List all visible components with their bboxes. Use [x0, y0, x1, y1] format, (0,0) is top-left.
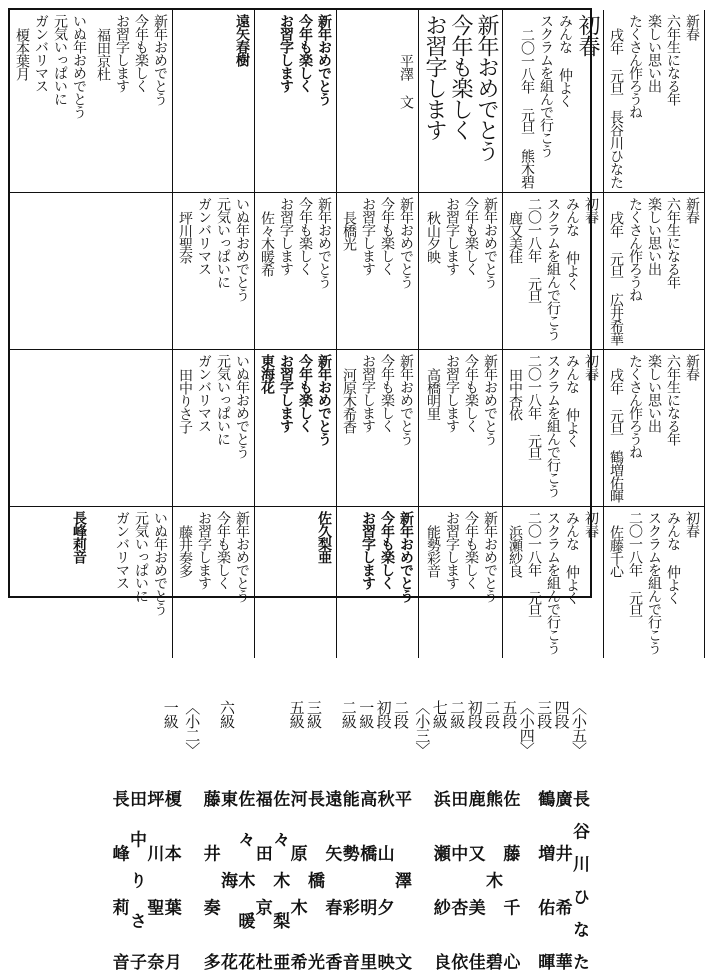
calligraphy-cell — [173, 193, 255, 350]
calligraphy-cell — [604, 507, 705, 658]
key-student-name: 平澤文 — [391, 790, 411, 970]
calligraphy-cell — [10, 350, 91, 507]
key-student-name: 坪川聖奈 — [143, 790, 164, 970]
key-student-name: 河原木希 — [286, 790, 307, 970]
calligraphy-cell — [255, 350, 337, 507]
key-column — [305, 700, 323, 970]
key-column — [518, 700, 536, 970]
calligraphy-cell — [337, 193, 419, 350]
calligraphy-line: 初春 — [583, 354, 599, 380]
calligraphy-cell — [604, 350, 705, 507]
calligraphy-cell — [337, 10, 419, 193]
calligraphy-line: 新年おめでとう — [482, 354, 498, 445]
calligraphy-line: みんな 仲よく — [557, 14, 573, 107]
calligraphy-line: スクラムを組んで行こう — [545, 354, 561, 497]
calligraphy-line: 今年も楽しく — [379, 511, 395, 589]
calligraphy-line: お習字します — [360, 354, 376, 432]
calligraphy-line: たくさん作ろうね — [627, 14, 643, 118]
calligraphy-line: スクラムを組んで行こう — [538, 14, 554, 157]
calligraphy-line: 新年おめでとう — [152, 14, 168, 105]
calligraphy-line: 初春 — [684, 511, 700, 537]
calligraphy-line: 長峰莉音 — [71, 511, 87, 563]
calligraphy-line: 東海花 — [259, 354, 275, 393]
calligraphy-line: 今年も楽しく — [297, 354, 313, 432]
calligraphy-line: 今年も楽しく — [463, 511, 479, 589]
key-grade: 初段 — [374, 700, 393, 728]
calligraphy-line: 今年も楽しく — [297, 14, 313, 92]
calligraphy-line: 楽しい思い出 — [646, 354, 662, 432]
calligraphy-line: 田中杏依 — [507, 368, 523, 420]
key-grade: 〈小四〉 — [517, 700, 536, 756]
key-grade: 五級 — [287, 700, 306, 728]
key-student-name: 熊木碧 — [482, 790, 502, 970]
calligraphy-line: 遠矢春樹 — [234, 14, 250, 66]
key-column — [235, 700, 253, 970]
key-column — [483, 700, 501, 970]
calligraphy-line: ガンバリマス — [196, 354, 212, 432]
calligraphy-line: 今年も楽しく — [297, 197, 313, 275]
key-grade: 〈小二〉 — [183, 700, 202, 756]
calligraphy-line: 戌年 元旦 鶴増佑暉 — [608, 368, 624, 502]
calligraphy-line: 元気いっぱいに — [52, 14, 68, 105]
calligraphy-line: 新年おめでとう — [398, 197, 414, 288]
calligraphy-line: 平澤 文 — [398, 54, 414, 108]
calligraphy-line: 新年おめでとう — [316, 354, 332, 445]
calligraphy-line: 能勢彩音 — [425, 525, 441, 577]
calligraphy-line: 新年おめでとう — [398, 354, 414, 445]
calligraphy-line: スクラムを組んで行こう — [545, 197, 561, 340]
key-student-name: 秋山夕映 — [373, 790, 394, 970]
calligraphy-cell — [255, 10, 337, 193]
key-student-name: 東海花 — [217, 790, 237, 970]
key-student-name: 鶴増佑暉 — [534, 790, 555, 970]
calligraphy-line: みんな 仲よく — [564, 511, 580, 604]
calligraphy-line: 二〇一八年 元旦 — [627, 511, 643, 617]
calligraphy-line: 新年おめでとう — [482, 511, 498, 602]
key-student-name: 佐々木暖花 — [234, 790, 255, 970]
calligraphy-cell — [255, 507, 337, 658]
calligraphy-line: 新春 — [684, 197, 700, 223]
calligraphy-line: 今年も楽しく — [463, 354, 479, 432]
key-column — [413, 700, 431, 970]
calligraphy-line: 榎本葉月 — [14, 28, 30, 80]
calligraphy-line: たくさん作ろうね — [627, 354, 643, 458]
calligraphy-line: 今年も楽しく — [133, 14, 149, 92]
calligraphy-cell — [91, 193, 173, 350]
calligraphy-line: 新年おめでとう — [316, 197, 332, 288]
calligraphy-line: ガンバリマス — [33, 14, 49, 92]
key-grade: 七級 — [430, 700, 449, 728]
key-grade: 〈小五〉 — [570, 700, 588, 756]
key-student-name: 長峰莉音 — [108, 790, 129, 970]
key-column — [127, 700, 145, 970]
calligraphy-line: 今年も楽しく — [215, 511, 231, 589]
calligraphy-cell — [91, 350, 173, 507]
calligraphy-line: 戌年 元旦 長谷川ひなた — [608, 28, 624, 188]
key-column — [553, 700, 571, 970]
calligraphy-cell — [419, 193, 503, 350]
key-column — [322, 700, 340, 970]
calligraphy-line: 初春 — [583, 511, 599, 537]
key-grade: 二級 — [448, 700, 467, 728]
key-grade: 一級 — [357, 700, 376, 728]
key-column — [448, 700, 466, 970]
key-student-name: 遠矢春香 — [321, 790, 342, 970]
calligraphy-line: みんな 仲よく — [564, 197, 580, 290]
key-student-name: 田中りさ子 — [126, 790, 146, 970]
calligraphy-line: 河原木希香 — [341, 368, 357, 433]
results-key — [0, 700, 600, 976]
calligraphy-cell — [503, 350, 604, 507]
calligraphy-line: 元気いっぱいに — [133, 511, 149, 602]
key-grade: 四段 — [552, 700, 571, 728]
calligraphy-line: 楽しい思い出 — [646, 197, 662, 275]
key-grade: 六級 — [218, 700, 236, 728]
calligraphy-line: お習字します — [444, 354, 460, 432]
calligraphy-cell — [10, 10, 91, 193]
calligraphy-line: ガンバリマス — [196, 197, 212, 275]
key-student-name — [518, 790, 536, 970]
calligraphy-line: 新年おめでとう — [316, 14, 332, 105]
calligraphy-line: 秋山夕映 — [425, 211, 441, 263]
key-student-name — [183, 790, 201, 970]
calligraphy-line: 初春 — [575, 14, 600, 56]
key-student-name: 廣井希華 — [551, 790, 572, 970]
key-student-name: 藤井奏多 — [199, 790, 220, 970]
key-column — [466, 700, 484, 970]
key-column — [201, 700, 219, 970]
calligraphy-line: お習字します — [360, 197, 376, 275]
calligraphy-cell — [255, 193, 337, 350]
key-student-name: 佐々木梨亜 — [269, 790, 290, 970]
calligraphy-line: 新年おめでとう — [398, 511, 414, 602]
calligraphy-cell — [419, 507, 503, 658]
calligraphy-line: 高橋明里 — [425, 368, 441, 420]
key-student-name: 能勢彩音 — [338, 790, 359, 970]
calligraphy-cell — [91, 507, 173, 658]
key-grade: 〈小三〉 — [413, 700, 432, 756]
calligraphy-cell — [503, 507, 604, 658]
calligraphy-line: 元気いっぱいに — [215, 354, 231, 445]
calligraphy-line: お習字します — [422, 14, 447, 140]
calligraphy-cell — [10, 507, 91, 658]
key-grade: 二級 — [339, 700, 358, 728]
calligraphy-line: 六年生になる年 — [665, 197, 681, 288]
calligraphy-line: お習字します — [278, 354, 294, 432]
key-grade: 一級 — [161, 700, 180, 728]
calligraphy-line: 新年おめでとう — [474, 14, 499, 161]
key-student-name — [413, 790, 431, 970]
calligraphy-line: 福田京杜 — [95, 28, 111, 80]
key-column — [270, 700, 288, 970]
key-grade: 五段 — [500, 700, 519, 728]
calligraphy-cell — [604, 10, 705, 193]
calligraphy-line: 元気いっぱいに — [215, 197, 231, 288]
calligraphy-line: 戌年 元旦 広井希華 — [608, 211, 624, 345]
key-column — [218, 700, 236, 970]
key-student-name: 佐藤千心 — [499, 790, 520, 970]
calligraphy-cell — [604, 193, 705, 350]
key-student-name: 浜瀬紗良 — [429, 790, 450, 970]
key-student-name: 福田京杜 — [251, 790, 272, 970]
calligraphy-line: 六年生になる年 — [665, 354, 681, 445]
calligraphy-line: 佐々木暖希 — [259, 211, 275, 276]
calligraphy-cell — [419, 350, 503, 507]
key-student-name: 長橋光 — [304, 790, 324, 970]
calligraphy-cell — [91, 10, 173, 193]
key-grade: 三級 — [305, 700, 323, 728]
key-student-name: 長谷川ひなた — [569, 790, 589, 970]
calligraphy-grid — [8, 8, 700, 654]
calligraphy-line: お習字します — [360, 511, 376, 589]
calligraphy-line: 楽しい思い出 — [646, 14, 662, 92]
calligraphy-cell — [419, 10, 503, 193]
key-column — [183, 700, 201, 970]
key-column — [392, 700, 410, 970]
key-column — [431, 700, 449, 970]
key-student-name: 田中杏依 — [447, 790, 468, 970]
calligraphy-line: たくさん作ろうね — [627, 197, 643, 301]
calligraphy-line: お習字します — [196, 511, 212, 589]
key-student-name: 鹿又美佳 — [464, 790, 485, 970]
calligraphy-line: 二〇一八年 元旦 — [526, 511, 542, 617]
calligraphy-line: 今年も楽しく — [463, 197, 479, 275]
calligraphy-line: 鹿又美佳 — [507, 211, 523, 263]
calligraphy-line: スクラムを組んで行こう — [545, 511, 561, 654]
calligraphy-line: 長橋光 — [341, 211, 357, 250]
key-column — [162, 700, 180, 970]
key-column — [144, 700, 162, 970]
calligraphy-line: お習字します — [444, 197, 460, 275]
calligraphy-line: いぬ年おめでとう — [71, 14, 87, 118]
calligraphy-cell — [337, 350, 419, 507]
key-column — [375, 700, 393, 970]
calligraphy-line: みんな 仲よく — [564, 354, 580, 447]
calligraphy-line: お習字します — [278, 197, 294, 275]
key-column — [288, 700, 306, 970]
calligraphy-line: いぬ年おめでとう — [152, 511, 168, 615]
calligraphy-line: ガンバリマス — [114, 511, 130, 589]
calligraphy-line: 今年も楽しく — [448, 14, 473, 140]
key-grade: 二段 — [483, 700, 501, 728]
calligraphy-line: 初春 — [583, 197, 599, 223]
calligraphy-line: みんな 仲よく — [665, 511, 681, 604]
calligraphy-line: 新年おめでとう — [482, 197, 498, 288]
calligraphy-line: 坪川聖奈 — [177, 211, 193, 263]
calligraphy-line: 今年も楽しく — [379, 354, 395, 432]
calligraphy-line: 新春 — [684, 354, 700, 380]
calligraphy-line: 藤井奏多 — [177, 525, 193, 577]
calligraphy-line: 佐藤千心 — [608, 525, 624, 577]
calligraphy-line: 二〇一八年 元旦 — [526, 197, 542, 303]
calligraphy-cell — [173, 350, 255, 507]
key-column — [110, 700, 128, 970]
key-grade: 二段 — [392, 700, 410, 728]
key-column — [340, 700, 358, 970]
calligraphy-line: 二〇一八年 元旦 — [526, 354, 542, 460]
calligraphy-line: 新年おめでとう — [234, 511, 250, 602]
calligraphy-cell — [173, 10, 255, 193]
calligraphy-line: 田中りさ子 — [177, 368, 193, 433]
calligraphy-line: 六年生になる年 — [665, 14, 681, 105]
calligraphy-cell — [503, 193, 604, 350]
key-student-name: 榎本葉月 — [160, 790, 181, 970]
calligraphy-line: スクラムを組んで行こう — [646, 511, 662, 654]
calligraphy-line: 佐久梨亜 — [316, 511, 332, 563]
key-column — [570, 700, 588, 970]
calligraphy-cell — [10, 193, 91, 350]
key-grade: 三段 — [535, 700, 554, 728]
calligraphy-line: お習字します — [278, 14, 294, 92]
calligraphy-line: 今年も楽しく — [379, 197, 395, 275]
calligraphy-line: お習字します — [114, 14, 130, 92]
calligraphy-line: 新春 — [684, 14, 700, 40]
calligraphy-cell — [173, 507, 255, 658]
calligraphy-cell — [337, 507, 419, 658]
calligraphy-line: 浜瀬紗良 — [507, 525, 523, 577]
key-column — [535, 700, 553, 970]
key-column — [500, 700, 518, 970]
calligraphy-cell — [503, 10, 604, 193]
calligraphy-line: いぬ年おめでとう — [234, 354, 250, 458]
calligraphy-line: いぬ年おめでとう — [234, 197, 250, 301]
calligraphy-line: お習字します — [444, 511, 460, 589]
key-grade: 初段 — [465, 700, 484, 728]
key-column — [253, 700, 271, 970]
key-column — [357, 700, 375, 970]
calligraphy-line: 二〇一八年 元旦 熊木碧 — [519, 28, 535, 188]
key-student-name: 高橋明里 — [356, 790, 377, 970]
